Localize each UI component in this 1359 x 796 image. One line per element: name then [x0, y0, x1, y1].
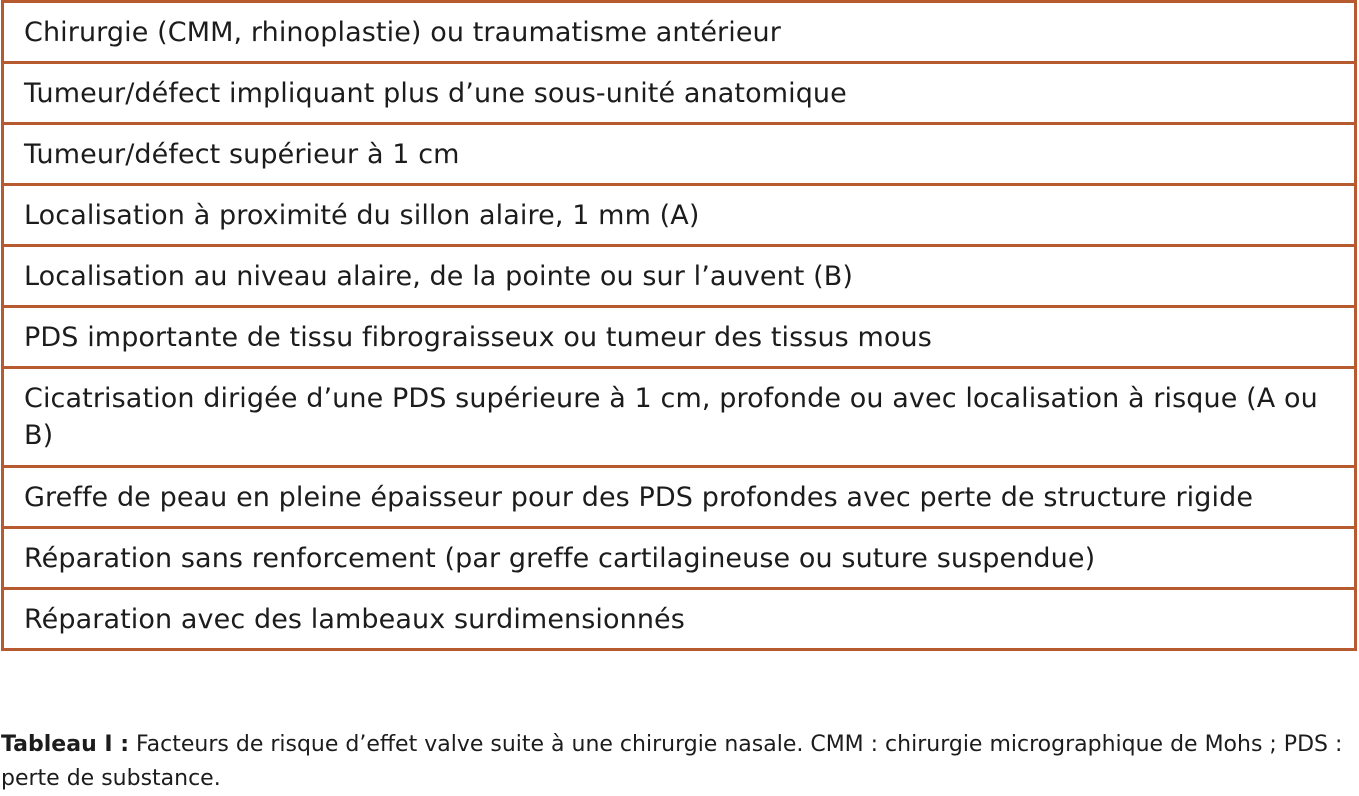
table-row — [3, 2, 1356, 63]
table-cell: Cicatrisation dirigée d’une PDS supérieure à 1 cm, profonde ou avec localisation à risque (A ou B) — [3, 368, 1356, 467]
table-caption — [1, 728, 1357, 796]
table-cell: Chirurgie (CMM, rhinoplastie) ou traumatisme antérieur — [3, 2, 1356, 63]
table-row — [3, 63, 1356, 124]
table-row — [3, 246, 1356, 307]
caption-text: Facteurs de risque d’effet valve suite à une chirurgie nasale. CMM : chirurgie micrographique de Mohs ; PDS : perte de substance. — [1, 732, 1343, 791]
table-cell: Tumeur/défect impliquant plus d’une sous-unité anatomique — [3, 63, 1356, 124]
table-cell: PDS importante de tissu fibrograisseux ou tumeur des tissus mous — [3, 307, 1356, 368]
risk-factors-table — [1, 0, 1357, 651]
table-row — [3, 528, 1356, 589]
table-cell: Réparation avec des lambeaux surdimensionnés — [3, 589, 1356, 650]
table-cell: Tumeur/défect supérieur à 1 cm — [3, 124, 1356, 185]
table-cell: Greffe de peau en pleine épaisseur pour des PDS profondes avec perte de structure rigide — [3, 467, 1356, 528]
table-row — [3, 124, 1356, 185]
table-cell: Localisation à proximité du sillon alaire, 1 mm (A) — [3, 185, 1356, 246]
table-row — [3, 185, 1356, 246]
table-row — [3, 368, 1356, 467]
table-row — [3, 307, 1356, 368]
caption-label: Tableau I : — [1, 732, 130, 757]
table-row — [3, 467, 1356, 528]
table-row — [3, 589, 1356, 650]
table-cell: Localisation au niveau alaire, de la pointe ou sur l’auvent (B) — [3, 246, 1356, 307]
table-cell: Réparation sans renforcement (par greffe cartilagineuse ou suture suspendue) — [3, 528, 1356, 589]
